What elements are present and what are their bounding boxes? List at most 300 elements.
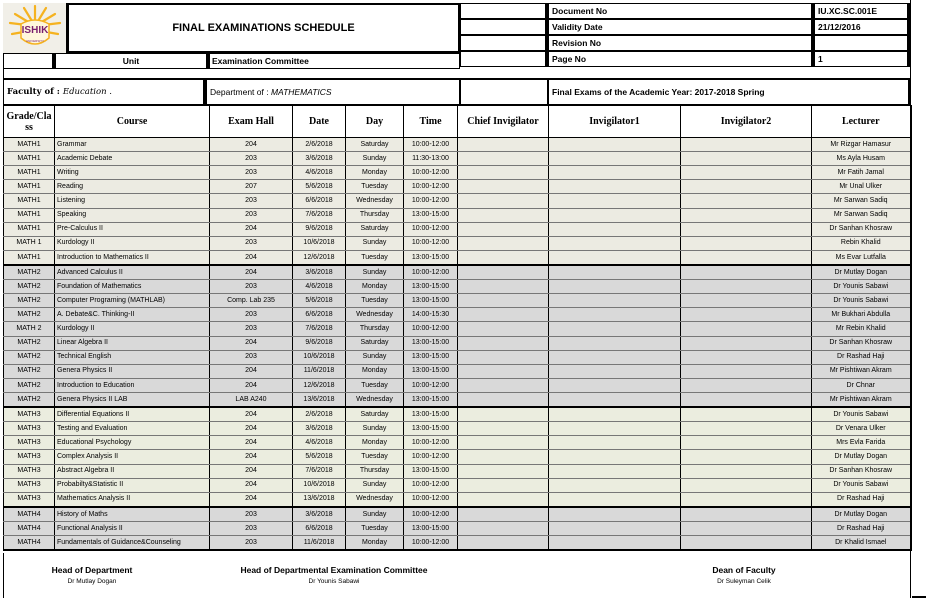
table-row (4, 265, 911, 280)
faculty-label: Faculty of : (7, 87, 60, 97)
cell-date: 3/6/2018 (293, 507, 346, 522)
signature-name: Dr Younis Sabawi (308, 578, 360, 585)
cell-chief-invigilator (458, 350, 549, 364)
meta-value: 1 (814, 51, 910, 67)
document-title: FINAL EXAMINATIONS SCHEDULE (66, 3, 460, 53)
cell-exam-hall: 203 (210, 322, 293, 336)
cell-exam-hall: 203 (210, 507, 293, 522)
cell-date: 11/6/2018 (293, 536, 346, 551)
cell-exam-hall: 204 (210, 265, 293, 280)
cell-exam-hall: 204 (210, 464, 293, 478)
cell-day: Saturday (346, 407, 404, 422)
cell-date: 7/6/2018 (293, 322, 346, 336)
cell-invigilator1 (549, 492, 681, 507)
meta-label: Document No (548, 3, 814, 19)
cell-grade: MATH2 (4, 350, 55, 364)
meta-value: IU.XC.SC.001E (814, 3, 910, 19)
cell-course: Advanced Calculus II (55, 265, 210, 280)
academic-year: Final Exams of the Academic Year: 2017-2018 Spring (548, 79, 910, 105)
university-logo (3, 3, 66, 53)
cell-course: Writing (55, 166, 210, 180)
table-row (4, 208, 911, 222)
cell-chief-invigilator (458, 222, 549, 236)
cell-day: Monday (346, 436, 404, 450)
meta-blank (460, 51, 548, 67)
cell-chief-invigilator (458, 536, 549, 551)
meta-blank (460, 3, 548, 19)
table-row (4, 478, 911, 492)
cell-grade: MATH2 (4, 265, 55, 280)
cell-invigilator2 (681, 166, 812, 180)
cell-lecturer: Dr Younis Sabawi (812, 407, 911, 422)
cell-lecturer: Mr Bukhari Abdulla (812, 308, 911, 322)
cell-time: 11:30-13:00 (404, 152, 458, 166)
cell-grade: MATH1 (4, 222, 55, 236)
cell-day: Thursday (346, 322, 404, 336)
cell-time: 13:00-15:00 (404, 392, 458, 407)
cell-time: 10:00-12:00 (404, 492, 458, 507)
cell-course: Probabilty&Statistic II (55, 478, 210, 492)
cell-date: 4/6/2018 (293, 280, 346, 294)
cell-invigilator1 (549, 308, 681, 322)
cell-chief-invigilator (458, 392, 549, 407)
cell-invigilator1 (549, 194, 681, 208)
cell-invigilator1 (549, 265, 681, 280)
cell-chief-invigilator (458, 422, 549, 436)
cell-date: 6/6/2018 (293, 308, 346, 322)
cell-exam-hall: 203 (210, 208, 293, 222)
cell-exam-hall: 203 (210, 236, 293, 250)
cell-lecturer: Mr Sarwan Sadiq (812, 194, 911, 208)
page-border-corner (912, 596, 926, 598)
cell-time: 13:00-15:00 (404, 422, 458, 436)
cell-invigilator1 (549, 464, 681, 478)
cell-date: 3/6/2018 (293, 265, 346, 280)
signature-dean (674, 565, 814, 585)
cell-invigilator1 (549, 222, 681, 236)
meta-blank (460, 19, 548, 35)
cell-invigilator1 (549, 236, 681, 250)
meta-row (460, 35, 910, 51)
meta-value: 21/12/2016 (814, 19, 910, 35)
cell-course: Linear Algebra II (55, 336, 210, 350)
cell-invigilator1 (549, 436, 681, 450)
cell-grade: MATH3 (4, 492, 55, 507)
cell-invigilator2 (681, 138, 812, 152)
cell-invigilator1 (549, 364, 681, 378)
cell-invigilator2 (681, 507, 812, 522)
cell-invigilator2 (681, 492, 812, 507)
cell-date: 10/6/2018 (293, 236, 346, 250)
cell-course: Testing and Evaluation (55, 422, 210, 436)
cell-exam-hall: LAB A240 (210, 392, 293, 407)
cell-day: Tuesday (346, 250, 404, 265)
unit-row (3, 53, 460, 69)
cell-time: 13:00-15:00 (404, 336, 458, 350)
signature-name: Dr Suleyman Celik (717, 578, 771, 585)
column-header: Day (346, 106, 404, 138)
cell-invigilator2 (681, 250, 812, 265)
cell-exam-hall: 204 (210, 492, 293, 507)
spacer-row (3, 69, 910, 79)
meta-value (814, 35, 910, 51)
department-cell (206, 79, 460, 105)
cell-chief-invigilator (458, 507, 549, 522)
cell-grade: MATH2 (4, 392, 55, 407)
cell-chief-invigilator (458, 378, 549, 392)
cell-grade: MATH 1 (4, 236, 55, 250)
cell-invigilator1 (549, 478, 681, 492)
table-row (4, 152, 911, 166)
meta-row (460, 19, 910, 35)
cell-chief-invigilator (458, 265, 549, 280)
cell-invigilator2 (681, 350, 812, 364)
cell-chief-invigilator (458, 478, 549, 492)
cell-course: Abstract Algebra II (55, 464, 210, 478)
faculty-row (3, 79, 910, 105)
cell-invigilator2 (681, 322, 812, 336)
cell-day: Wednesday (346, 308, 404, 322)
cell-date: 11/6/2018 (293, 364, 346, 378)
cell-chief-invigilator (458, 364, 549, 378)
cell-lecturer: Mr Pishtiwan Akram (812, 392, 911, 407)
cell-time: 10:00-12:00 (404, 478, 458, 492)
signature-footer (3, 553, 910, 598)
table-row (4, 308, 911, 322)
cell-course: Pre-Calculus II (55, 222, 210, 236)
unit-value: Examination Committee (209, 53, 460, 69)
cell-day: Monday (346, 280, 404, 294)
cell-grade: MATH2 (4, 364, 55, 378)
table-row (4, 378, 911, 392)
cell-chief-invigilator (458, 294, 549, 308)
cell-course: Introduction to Mathematics II (55, 250, 210, 265)
cell-grade: MATH2 (4, 336, 55, 350)
blank-cell (460, 79, 548, 105)
cell-invigilator1 (549, 536, 681, 551)
cell-lecturer: Mr Rizgar Hamasur (812, 138, 911, 152)
column-header: Invigilator1 (549, 106, 681, 138)
cell-chief-invigilator (458, 236, 549, 250)
cell-time: 10:00-12:00 (404, 322, 458, 336)
cell-time: 13:00-15:00 (404, 521, 458, 535)
cell-exam-hall: 204 (210, 364, 293, 378)
cell-date: 6/6/2018 (293, 521, 346, 535)
cell-invigilator2 (681, 521, 812, 535)
cell-date: 12/6/2018 (293, 378, 346, 392)
cell-course: Academic Debate (55, 152, 210, 166)
cell-invigilator2 (681, 308, 812, 322)
column-header: Time (404, 106, 458, 138)
cell-time: 10:00-12:00 (404, 378, 458, 392)
table-row (4, 507, 911, 522)
cell-exam-hall: 203 (210, 521, 293, 535)
cell-day: Thursday (346, 464, 404, 478)
cell-time: 13:00-15:00 (404, 407, 458, 422)
cell-day: Tuesday (346, 521, 404, 535)
table-row (4, 194, 911, 208)
cell-course: Grammar (55, 138, 210, 152)
signature-name: Dr Mutlay Dogan (67, 578, 117, 585)
document-meta-table (460, 3, 910, 69)
cell-time: 10:00-12:00 (404, 222, 458, 236)
cell-lecturer: Mr Unal Ulker (812, 180, 911, 194)
logo-subtext: UNIVERSITY (25, 39, 44, 43)
meta-row (460, 51, 910, 67)
cell-date: 10/6/2018 (293, 478, 346, 492)
cell-day: Sunday (346, 265, 404, 280)
cell-invigilator2 (681, 536, 812, 551)
cell-exam-hall: 204 (210, 436, 293, 450)
cell-grade: MATH1 (4, 250, 55, 265)
cell-grade: MATH2 (4, 308, 55, 322)
department-label: Department of : (210, 87, 269, 97)
cell-lecturer: Mr Sarwan Sadiq (812, 208, 911, 222)
cell-grade: MATH2 (4, 294, 55, 308)
cell-invigilator2 (681, 180, 812, 194)
cell-date: 9/6/2018 (293, 336, 346, 350)
cell-invigilator2 (681, 208, 812, 222)
cell-course: Introduction to Education (55, 378, 210, 392)
cell-date: 2/6/2018 (293, 138, 346, 152)
meta-row (460, 3, 910, 19)
cell-date: 13/6/2018 (293, 392, 346, 407)
cell-invigilator1 (549, 521, 681, 535)
cell-chief-invigilator (458, 436, 549, 450)
cell-invigilator2 (681, 265, 812, 280)
signature-head-of-department (32, 565, 152, 585)
cell-exam-hall: 204 (210, 336, 293, 350)
cell-grade: MATH4 (4, 536, 55, 551)
cell-lecturer: Dr Younis Sabawi (812, 280, 911, 294)
cell-invigilator2 (681, 236, 812, 250)
cell-invigilator1 (549, 392, 681, 407)
cell-chief-invigilator (458, 166, 549, 180)
cell-chief-invigilator (458, 250, 549, 265)
cell-chief-invigilator (458, 308, 549, 322)
table-row (4, 392, 911, 407)
cell-invigilator2 (681, 464, 812, 478)
table-row (4, 322, 911, 336)
cell-time: 13:00-15:00 (404, 250, 458, 265)
cell-grade: MATH3 (4, 436, 55, 450)
cell-day: Sunday (346, 152, 404, 166)
cell-lecturer: Dr Khalid Ismael (812, 536, 911, 551)
cell-date: 6/6/2018 (293, 194, 346, 208)
cell-invigilator2 (681, 194, 812, 208)
cell-grade: MATH 2 (4, 322, 55, 336)
cell-date: 13/6/2018 (293, 492, 346, 507)
cell-lecturer: Rebin Khalid (812, 236, 911, 250)
cell-course: History of Maths (55, 507, 210, 522)
cell-lecturer: Dr Sanhan Khosraw (812, 222, 911, 236)
unit-label: Unit (55, 53, 209, 69)
cell-chief-invigilator (458, 407, 549, 422)
cell-chief-invigilator (458, 336, 549, 350)
cell-date: 5/6/2018 (293, 180, 346, 194)
cell-grade: MATH4 (4, 507, 55, 522)
signature-role: Dean of Faculty (712, 565, 776, 575)
cell-grade: MATH3 (4, 407, 55, 422)
cell-day: Sunday (346, 422, 404, 436)
cell-date: 3/6/2018 (293, 422, 346, 436)
cell-time: 10:00-12:00 (404, 436, 458, 450)
cell-day: Sunday (346, 236, 404, 250)
faculty-cell (3, 79, 206, 105)
cell-day: Tuesday (346, 450, 404, 464)
cell-exam-hall: 204 (210, 407, 293, 422)
table-row (4, 450, 911, 464)
cell-course: Reading (55, 180, 210, 194)
cell-grade: MATH1 (4, 138, 55, 152)
table-row (4, 166, 911, 180)
cell-course: Kurdology II (55, 236, 210, 250)
cell-course: Listening (55, 194, 210, 208)
cell-day: Monday (346, 536, 404, 551)
cell-lecturer: Dr Sanhan Khosraw (812, 336, 911, 350)
cell-chief-invigilator (458, 322, 549, 336)
table-row (4, 492, 911, 507)
cell-chief-invigilator (458, 464, 549, 478)
cell-invigilator1 (549, 180, 681, 194)
cell-invigilator1 (549, 166, 681, 180)
cell-grade: MATH3 (4, 450, 55, 464)
cell-date: 12/6/2018 (293, 250, 346, 265)
cell-exam-hall: 204 (210, 138, 293, 152)
cell-invigilator1 (549, 507, 681, 522)
cell-exam-hall: 204 (210, 222, 293, 236)
cell-chief-invigilator (458, 450, 549, 464)
cell-exam-hall: 203 (210, 308, 293, 322)
cell-exam-hall: 204 (210, 422, 293, 436)
cell-time: 10:00-12:00 (404, 138, 458, 152)
column-header: Grade/Class (4, 106, 55, 138)
cell-grade: MATH4 (4, 521, 55, 535)
sun-logo-icon (6, 4, 64, 52)
cell-course: Fundamentals of Guidance&Counseling (55, 536, 210, 551)
cell-date: 10/6/2018 (293, 350, 346, 364)
cell-time: 10:00-12:00 (404, 450, 458, 464)
table-row (4, 436, 911, 450)
cell-invigilator2 (681, 294, 812, 308)
cell-exam-hall: 203 (210, 536, 293, 551)
cell-day: Thursday (346, 208, 404, 222)
cell-chief-invigilator (458, 138, 549, 152)
cell-day: Wednesday (346, 492, 404, 507)
table-row (4, 138, 911, 152)
cell-time: 10:00-12:00 (404, 166, 458, 180)
cell-day: Sunday (346, 350, 404, 364)
cell-course: Educational Psychology (55, 436, 210, 450)
cell-date: 3/6/2018 (293, 152, 346, 166)
column-header: Exam Hall (210, 106, 293, 138)
cell-invigilator2 (681, 364, 812, 378)
cell-invigilator1 (549, 208, 681, 222)
cell-chief-invigilator (458, 208, 549, 222)
cell-exam-hall: 203 (210, 194, 293, 208)
logo-text: ISHIK (21, 25, 48, 36)
cell-course: Kurdology II (55, 322, 210, 336)
signature-exam-committee-head (204, 565, 464, 585)
cell-date: 4/6/2018 (293, 436, 346, 450)
table-row (4, 364, 911, 378)
meta-label: Page No (548, 51, 814, 67)
cell-time: 10:00-12:00 (404, 507, 458, 522)
cell-day: Wednesday (346, 194, 404, 208)
cell-date: 9/6/2018 (293, 222, 346, 236)
table-row (4, 422, 911, 436)
table-row (4, 521, 911, 535)
cell-date: 5/6/2018 (293, 450, 346, 464)
cell-date: 7/6/2018 (293, 208, 346, 222)
cell-lecturer: Dr Younis Sabawi (812, 478, 911, 492)
cell-course: Computer Programing (MATHLAB) (55, 294, 210, 308)
cell-day: Tuesday (346, 378, 404, 392)
cell-chief-invigilator (458, 492, 549, 507)
cell-time: 10:00-12:00 (404, 236, 458, 250)
cell-lecturer: Mrs Evla Farida (812, 436, 911, 450)
cell-lecturer: Dr Rashad Haji (812, 492, 911, 507)
cell-invigilator2 (681, 152, 812, 166)
cell-invigilator2 (681, 336, 812, 350)
cell-invigilator2 (681, 422, 812, 436)
column-header: Chief Invigilator (458, 106, 549, 138)
cell-exam-hall: 203 (210, 350, 293, 364)
cell-exam-hall: 204 (210, 450, 293, 464)
cell-time: 10:00-12:00 (404, 194, 458, 208)
cell-course: Foundation of Mathematics (55, 280, 210, 294)
table-row (4, 280, 911, 294)
cell-invigilator2 (681, 436, 812, 450)
department-value: MATHEMATICS (270, 87, 332, 97)
cell-time: 10:00-12:00 (404, 536, 458, 551)
cell-invigilator2 (681, 392, 812, 407)
table-row (4, 236, 911, 250)
cell-lecturer: Dr Rashad Haji (812, 350, 911, 364)
table-header-row (4, 106, 911, 138)
cell-time: 14:00-15:30 (404, 308, 458, 322)
cell-day: Saturday (346, 222, 404, 236)
cell-invigilator1 (549, 152, 681, 166)
table-row (4, 536, 911, 551)
cell-course: Functional Analysis II (55, 521, 210, 535)
cell-invigilator2 (681, 378, 812, 392)
cell-lecturer: Dr Mutlay Dogan (812, 507, 911, 522)
cell-course: Mathematics Analysis II (55, 492, 210, 507)
cell-grade: MATH3 (4, 478, 55, 492)
cell-exam-hall: 204 (210, 378, 293, 392)
cell-date: 2/6/2018 (293, 407, 346, 422)
cell-date: 7/6/2018 (293, 464, 346, 478)
cell-time: 13:00-15:00 (404, 350, 458, 364)
cell-lecturer: Ms Ayla Husam (812, 152, 911, 166)
cell-invigilator2 (681, 222, 812, 236)
cell-course: A. Debate&C. Thinking-II (55, 308, 210, 322)
cell-day: Tuesday (346, 180, 404, 194)
cell-invigilator1 (549, 280, 681, 294)
cell-lecturer: Mr Fatih Jamal (812, 166, 911, 180)
cell-time: 13:00-15:00 (404, 364, 458, 378)
cell-invigilator2 (681, 407, 812, 422)
cell-grade: MATH2 (4, 280, 55, 294)
table-row (4, 407, 911, 422)
cell-grade: MATH2 (4, 378, 55, 392)
cell-course: Genera Physics II (55, 364, 210, 378)
cell-day: Sunday (346, 478, 404, 492)
cell-time: 13:00-15:00 (404, 464, 458, 478)
table-row (4, 336, 911, 350)
cell-lecturer: Dr Younis Sabawi (812, 294, 911, 308)
